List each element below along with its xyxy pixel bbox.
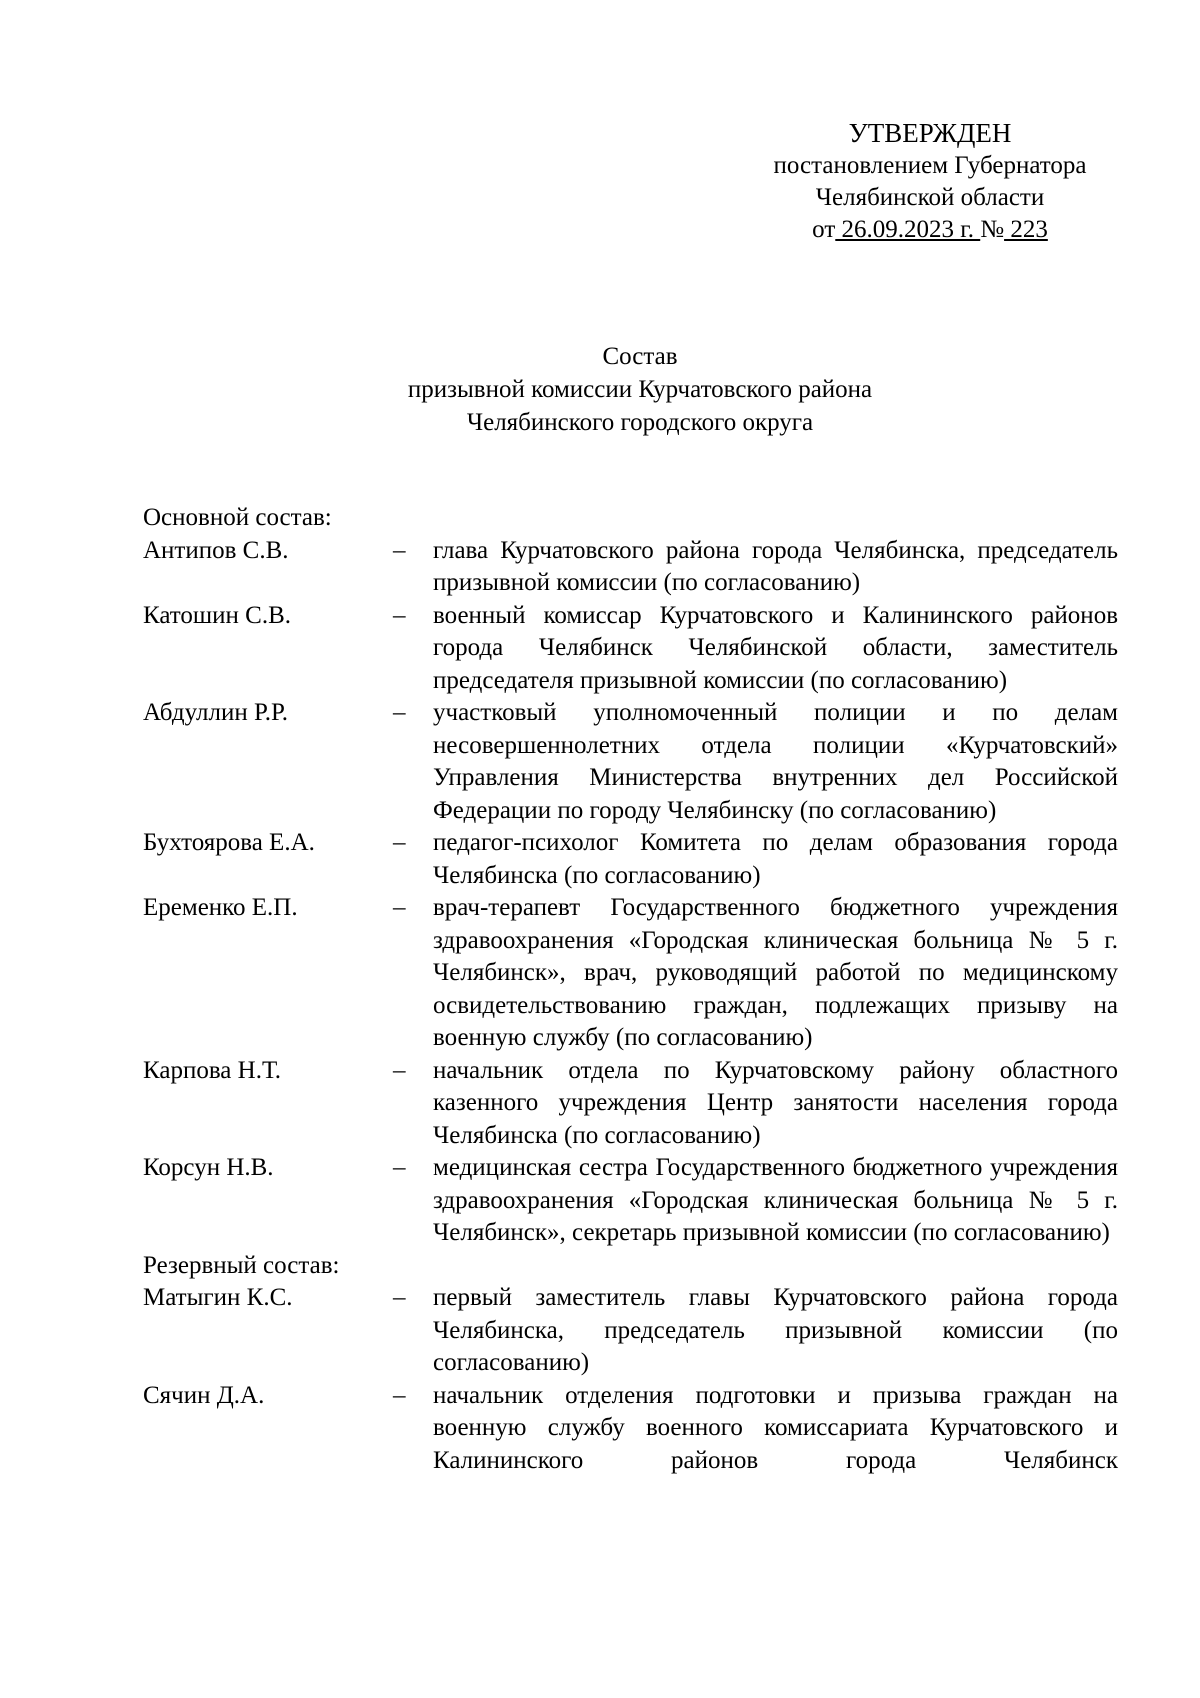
member-role: глава Курчатовского района города Челябинска, председатель призывной комиссии (по согласованию) [433,536,1118,596]
member-dash: – [393,829,406,856]
member-name: Сячин Д.А. [143,1381,265,1409]
member-row [143,1380,1118,1478]
member-name: Антипов С.В. [143,536,289,564]
member-dash: – [393,536,406,564]
member-name: Карпова Н.Т. [143,1056,281,1084]
member-role: врач-терапевт Государственного бюджетного учреждения здравоохранения «Городская клиническая больница № 5 г. Челябинск», врач, руководящий работой по медицинскому освидетельствованию граждан, подлежащих призыву на военную службу (по согласованию) [433,894,1118,1051]
member-row [143,600,1118,698]
date-prefix: от [812,216,836,243]
approval-date-line [730,214,1130,246]
number-value: 223 [1004,216,1048,243]
member-dash: – [393,1154,406,1181]
member-row [143,1055,1118,1153]
heading-line-3: Челябинского городского округа [466,409,814,436]
commission-list [143,502,1118,1477]
member-dash: – [393,699,406,726]
member-role: военный комиссар Курчатовского и Калининского районов города Челябинск Челябинской области, заместитель председателя призывной комиссии (по согласованию) [433,601,1118,694]
member-role: педагог-психолог Комитета по делам образования города Челябинска (по согласованию) [433,829,1118,889]
member-name: Абдуллин Р.Р. [143,699,289,726]
main-section-label: Основной состав: [143,504,332,531]
number-prefix: № [980,216,1005,243]
member-row [143,1282,1118,1380]
member-row [143,827,1118,892]
member-role: медицинская сестра Государственного бюджетного учреждения здравоохранения «Городская клиническая больница № 5 г. Челябинск», секретарь призывной комиссии (по согласованию) [433,1154,1118,1246]
approval-stamp [730,116,1130,246]
member-row [143,697,1118,827]
member-row [143,1152,1118,1250]
member-role: начальник отдела по Курчатовскому району областного казенного учреждения Центр занятости населения города Челябинска (по согласованию) [433,1056,1118,1149]
member-name: Еременко Е.П. [143,894,298,921]
member-name: Бухтоярова Е.А. [143,829,315,856]
member-role: начальник отделения подготовки и призыва граждан на военную службу военного комиссариата Курчатовского и Калининского районов города Челябинск [433,1381,1118,1474]
reserve-section-label: Резервный состав: [143,1251,340,1279]
member-role: первый заместитель главы Курчатовского района города Челябинска, председатель призывной комиссии (по согласованию) [433,1284,1118,1376]
member-dash: – [393,601,406,629]
approval-title: УТВЕРЖДЕН [848,118,1012,148]
member-dash: – [393,1381,406,1409]
member-dash: – [393,894,406,921]
member-name: Катошин С.В. [143,601,291,629]
date-value: 26.09.2023 г. [835,216,981,243]
approval-line-1: постановлением Губернатора [773,152,1087,179]
document-heading [160,340,1120,439]
member-name: Корсун Н.В. [143,1154,274,1181]
member-dash: – [393,1056,406,1084]
member-role: участковый уполномоченный полиции и по делам несовершеннолетних отдела полиции «Курчатовский» Управления Министерства внутренних дел Российской Федерации по городу Челябинску (по согласованию) [433,699,1118,824]
member-row [143,892,1118,1055]
member-dash: – [393,1284,406,1311]
member-name: Матыгин К.С. [143,1284,293,1311]
approval-line-2: Челябинской области [815,184,1045,211]
heading-line-2: призывной комиссии Курчатовского района [407,376,873,403]
heading-line-1: Состав [602,343,678,370]
member-row [143,535,1118,600]
